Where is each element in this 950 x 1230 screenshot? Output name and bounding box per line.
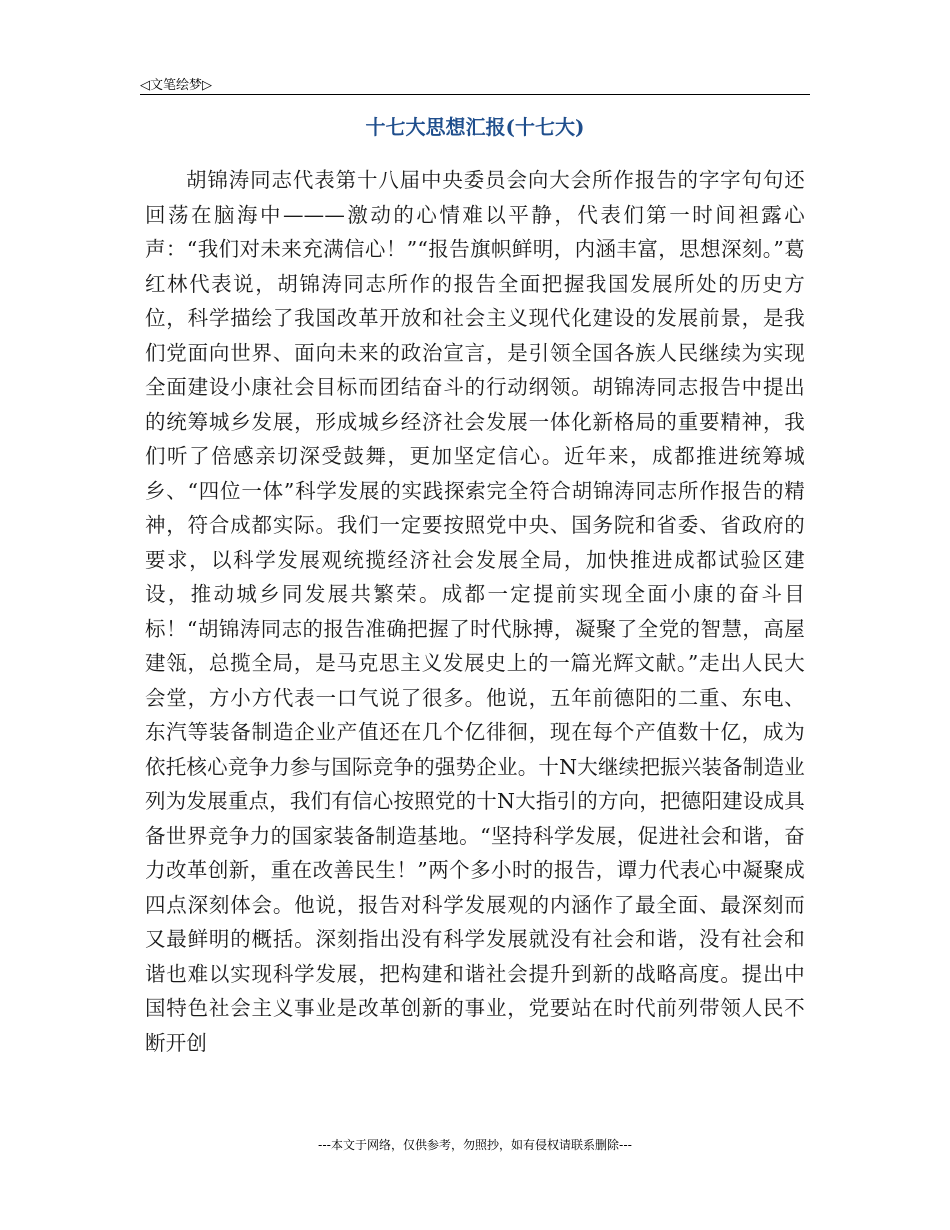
document-body-paragraph: 胡锦涛同志代表第十八届中央委员会向大会所作报告的字字句句还回荡在脑海中———激动的心情难以平静，代表们第一时间袒露心声：“我们对未来充满信心！”“报告旗帜鲜明，内涵丰富，思想深刻。”葛红林代表说，胡锦涛同志所作的报告全面把握我国发展所处的历史方位，科学描绘了我国改革开放和社会主义现代化建设的发展前景，是我们党面向世界、面向未来的政治宣言，是引领全国各族人民继续为实现全面建设小康社会目标而团结奋斗的行动纲领。胡锦涛同志报告中提出的统筹城乡发展，形成城乡经济社会发展一体化新格局的重要精神，我们听了倍感亲切深受鼓舞，更加坚定信心。近年来，成都推进统筹城乡、“四位一体”科学发展的实践探索完全符合胡锦涛同志所作报告的精神，符合成都实际。我们一定要按照党中央、国务院和省委、省政府的要求，以科学发展观统揽经济社会发展全局，加快推进成都试验区建设，推动城乡同发展共繁荣。成都一定提前实现全面小康的奋斗目标！“胡锦涛同志的报告准确把握了时代脉搏，凝聚了全党的智慧，高屋建瓴，总揽全局，是马克思主义发展史上的一篇光辉文献。”走出人民大会堂，方小方代表一口气说了很多。他说，五年前德阳的二重、东电、东汽等装备制造企业产值还在几个亿徘徊，现在每个产值数十亿，成为依托核心竞争力参与国际竞争的强势企业。十N大继续把振兴装备制造业列为发展重点，我们有信心按照党的十N大指引的方向，把德阳建设成具备世界竞争力的国家装备制造基地。“坚持科学发展，促进社会和谐，奋力改革创新，重在改善民生！”两个多小时的报告，谭力代表心中凝聚成四点深刻体会。他说，报告对科学发展观的内涵作了最全面、最深刻而又最鲜明的概括。深刻指出没有科学发展就没有社会和谐，没有社会和谐也难以实现科学发展，把构建和谐社会提升到新的战略高度。提出中国特色社会主义事业是改革创新的事业，党要站在时代前列带领人民不断开创 (145, 168, 805, 1055)
header-brand: ◁文笔绘梦▷ (140, 78, 212, 93)
page-footer-disclaimer: ---本文于网络，仅供参考，勿照抄，如有侵权请联系删除--- (318, 1138, 632, 1152)
page-header (140, 72, 810, 95)
document-title: 十七大思想汇报(十七大) (365, 115, 585, 139)
